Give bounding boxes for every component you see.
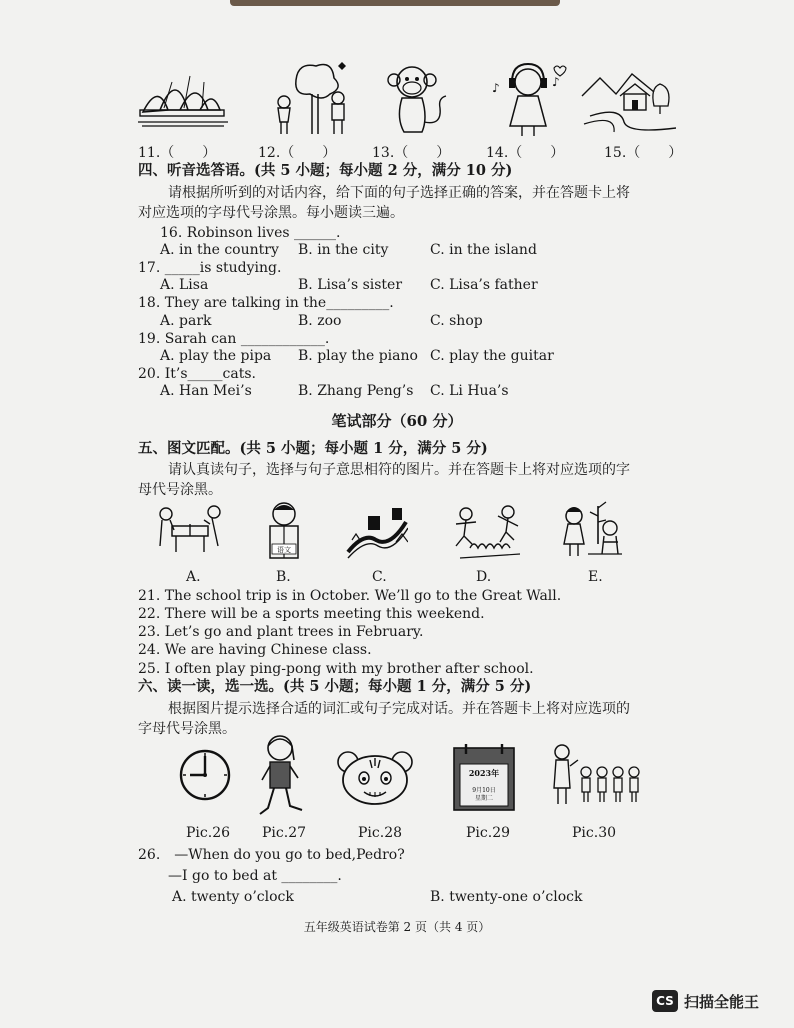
- q20-option-c: C. Li Hua’s: [430, 383, 509, 399]
- q16-option-c: C. in the island: [430, 242, 537, 258]
- pic13-label: 13.（ ）: [372, 145, 451, 161]
- q25-sentence: 25. I often play ping-pong with my brother after school.: [138, 661, 534, 677]
- option-e-label: E.: [588, 569, 603, 585]
- plant-trees-picture: [558, 498, 624, 562]
- pic15-label: 15.（ ）: [604, 145, 683, 161]
- q26-answer-stem: —I go to bed at ________.: [168, 868, 342, 884]
- svg-text:♪: ♪: [552, 75, 560, 89]
- q17-stem: 17. _____is studying.: [138, 260, 282, 276]
- sports-meeting-picture: [450, 500, 530, 562]
- book-cover-text: 语文: [277, 546, 291, 554]
- section4-instruction-2: 对应选项的字母代号涂黑。每小题读三遍。: [138, 205, 404, 221]
- q21-sentence: 21. The school trip is in October. We’ll go to the Great Wall.: [138, 588, 562, 604]
- option-b-label: B.: [276, 569, 291, 585]
- section5-instruction-2: 母代号涂黑。: [138, 482, 222, 498]
- option-a-label: A.: [186, 569, 201, 585]
- scanner-app-name: 扫描全能王: [684, 992, 760, 1011]
- country-house-picture: [580, 66, 676, 136]
- q17-option-c: C. Lisa’s father: [430, 277, 538, 293]
- q18-option-c: C. shop: [430, 313, 483, 329]
- calendar-year: 2023年: [468, 768, 500, 778]
- pic29-label: Pic.29: [466, 825, 511, 841]
- written-part-title: 笔试部分（60 分）: [331, 412, 463, 430]
- teacher-students-picture: [550, 742, 642, 808]
- q19-option-a: A. play the pipa: [160, 348, 272, 364]
- section4-instruction-1: 请根据所听到的对话内容，给下面的句子选择正确的答案，并在答题卡上将: [168, 185, 630, 201]
- q26-option-b: B. twenty-one o’clock: [430, 889, 583, 905]
- pic28-label: Pic.28: [358, 825, 403, 841]
- q17-option-a: A. Lisa: [160, 277, 209, 293]
- q16-stem: 16. Robinson lives ______.: [160, 225, 341, 241]
- section6-heading: 六、读一读，选一选。(共 5 小题；每小题 1 分，满分 5 分): [138, 678, 532, 695]
- opera-house-picture: [138, 62, 228, 130]
- girl-headphones-picture: [488, 62, 568, 138]
- q18-option-b: B. zoo: [298, 313, 342, 329]
- q22-sentence: 22. There will be a sports meeting this weekend.: [138, 606, 485, 622]
- svg-text:♪: ♪: [492, 81, 500, 95]
- q17-option-b: B. Lisa’s sister: [298, 277, 403, 293]
- monkey-picture: [382, 62, 454, 138]
- q26-question: 26. —When do you go to bed,Pedro?: [138, 847, 405, 863]
- section5-heading: 五、图文匹配。(共 5 小题；每小题 1 分，满分 5 分): [138, 440, 488, 457]
- q16-option-a: A. in the country: [160, 242, 279, 258]
- chinese-book-picture: [262, 500, 306, 562]
- section6-instruction-2: 字母代号涂黑。: [138, 721, 236, 737]
- q18-option-a: A. park: [160, 313, 212, 329]
- clock-picture: [178, 746, 232, 804]
- pic30-label: Pic.30: [572, 825, 617, 841]
- q23-sentence: 23. Let’s go and plant trees in February.: [138, 624, 424, 640]
- section6-instruction-1: 根据图片提示选择合适的词汇或句子完成对话。并在答题卡上将对应选项的: [168, 701, 630, 717]
- q18-stem: 18. They are talking in the_________.: [138, 295, 394, 311]
- q19-option-c: C. play the guitar: [430, 348, 554, 364]
- option-d-label: D.: [476, 569, 492, 585]
- pic27-label: Pic.27: [262, 825, 307, 841]
- q16-option-b: B. in the city: [298, 242, 389, 258]
- section5-instruction-1: 请认真读句子，选择与句子意思相符的图片。并在答题卡上将对应选项的字: [168, 462, 630, 478]
- great-wall-picture: [346, 502, 408, 560]
- calendar-date: 9月10日: [472, 787, 496, 794]
- tiger-picture: [334, 746, 416, 808]
- pic14-label: 14.（ ）: [486, 145, 565, 161]
- page-footer: 五年级英语试卷第 2 页（共 4 页）: [303, 920, 491, 934]
- q19-stem: 19. Sarah can ____________.: [138, 331, 330, 347]
- pic26-label: Pic.26: [186, 825, 231, 841]
- calendar-weekday: 星期二: [474, 795, 494, 802]
- ping-pong-picture: [158, 502, 224, 560]
- pic11-label: 11.（ ）: [138, 145, 217, 161]
- cs-logo-icon: CS: [652, 990, 678, 1012]
- option-c-label: C.: [372, 569, 387, 585]
- calendar-picture: [452, 744, 516, 814]
- scanner-watermark: [652, 990, 759, 1012]
- section4-heading: 四、听音选答语。(共 5 小题；每小题 2 分，满分 10 分): [138, 162, 513, 179]
- scan-edge: [230, 0, 560, 6]
- q20-option-b: B. Zhang Peng’s: [298, 383, 414, 399]
- q19-option-b: B. play the piano: [298, 348, 418, 364]
- running-girl-picture: [258, 734, 306, 822]
- kids-tree-picture: [268, 58, 352, 138]
- q20-option-a: A. Han Mei’s: [160, 383, 252, 399]
- q24-sentence: 24. We are having Chinese class.: [138, 642, 372, 658]
- q26-option-a: A. twenty o’clock: [172, 889, 294, 905]
- q20-stem: 20. It’s_____cats.: [138, 366, 256, 382]
- pic12-label: 12.（ ）: [258, 145, 337, 161]
